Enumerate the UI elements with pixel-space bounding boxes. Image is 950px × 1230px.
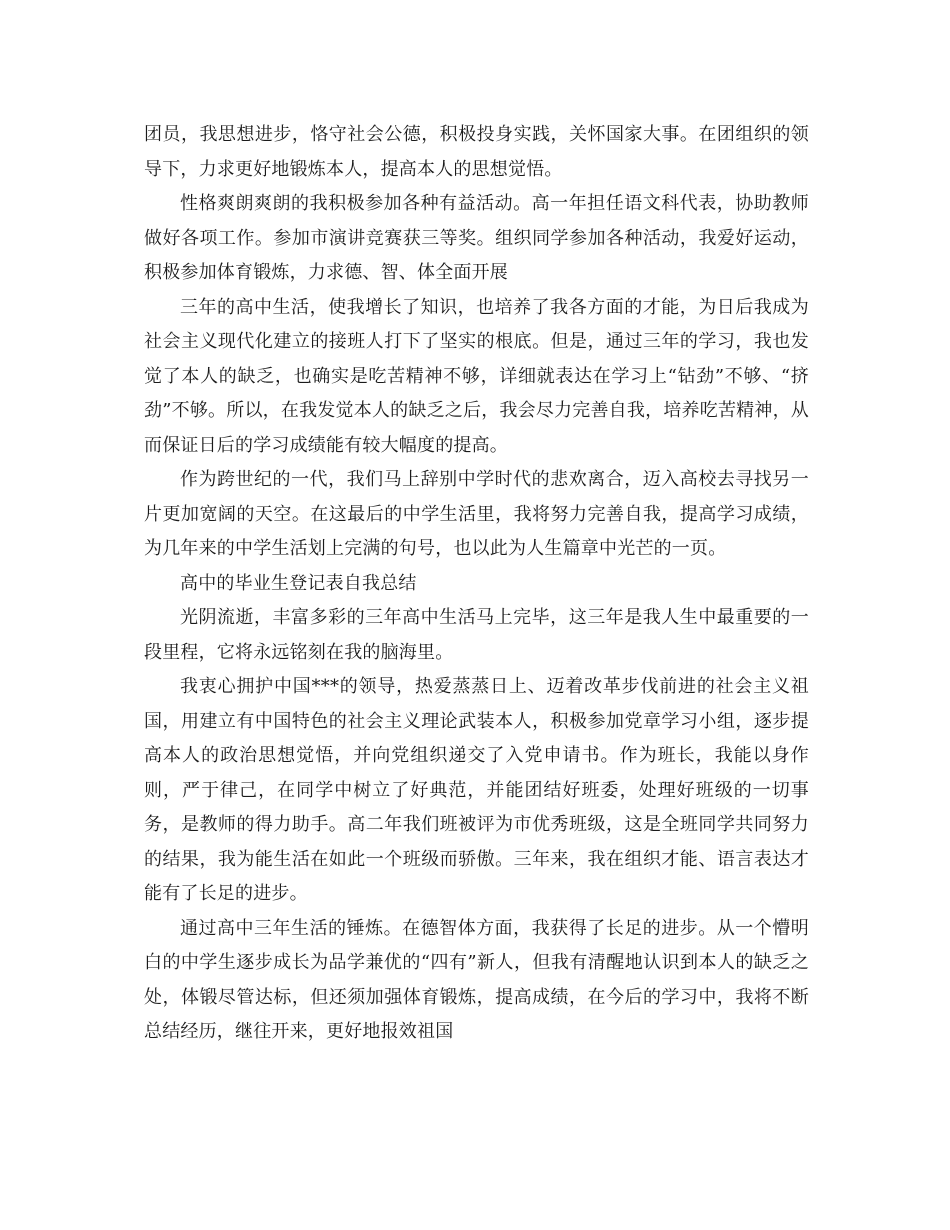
paragraph-6: 我衷心拥护中国***的领导，热爱蒸蒸日上、迈着改革步伐前进的社会主义祖国，用建立有中国特色的社会主义理论武装本人，积极参加党章学习小组，逐步提高本人的政治思想觉悟，并向党组织递交了入党申请书。作为班长，我能以身作则，严于律己，在同学中树立了好典范，并能团结好班委，处理好班级的一切事务，是教师的得力助手。高二年我们班被评为市优秀班级，这是全班同学共同努力的结果，我为能生活在如此一个班级而骄傲。三年来，我在组织才能、语言表达才能有了长足的进步。 xyxy=(144,676,809,904)
section-heading: 高中的毕业生登记表自我总结 xyxy=(180,572,417,594)
paragraph-3: 三年的高中生活，使我增长了知识，也培养了我各方面的才能，为日后我成为社会主义现代化建立的接班人打下了坚实的根底。但是，通过三年的学习，我也发觉了本人的缺乏，也确实是吃苦精神不够，详细就表达在学习上“钻劲”不够、“挤劲”不够。所以，在我发觉本人的缺乏之后，我会尽力完善自我，培养吃苦精神，从而保证日后的学习成绩能有较大幅度的提高。 xyxy=(144,296,809,456)
paragraph-1: 团员，我思想进步，恪守社会公德，积极投身实践，关怀国家大事。在团组织的领导下，力求更好地锻炼本人，提高本人的思想觉悟。 xyxy=(144,124,809,180)
document-body xyxy=(144,118,809,1050)
paragraph-2: 性格爽朗爽朗的我积极参加各种有益活动。高一年担任语文科代表，协助教师做好各项工作。参加市演讲竞赛获三等奖。组织同学参加各种活动，我爱好运动，积极参加体育锻炼，力求德、智、体全面开展 xyxy=(144,193,809,283)
paragraph-5: 光阴流逝，丰富多彩的三年高中生活马上完毕，这三年是我人生中最重要的一段里程，它将永远铭刻在我的脑海里。 xyxy=(144,607,809,663)
paragraph-7: 通过高中三年生活的锤炼。在德智体方面，我获得了长足的进步。从一个懵明白的中学生逐步成长为品学兼优的“四有”新人，但我有清醒地认识到本人的缺乏之处，体锻尽管达标，但还须加强体育锻炼，提高成绩，在今后的学习中，我将不断总结经历，继往开来，更好地报效祖国 xyxy=(144,917,809,1042)
paragraph-4: 作为跨世纪的一代，我们马上辞别中学时代的悲欢离合，迈入高校去寻找另一片更加宽阔的天空。在这最后的中学生活里，我将努力完善自我，提高学习成绩，为几年来的中学生活划上完满的句号，也以此为人生篇章中光芒的一页。 xyxy=(144,469,809,559)
